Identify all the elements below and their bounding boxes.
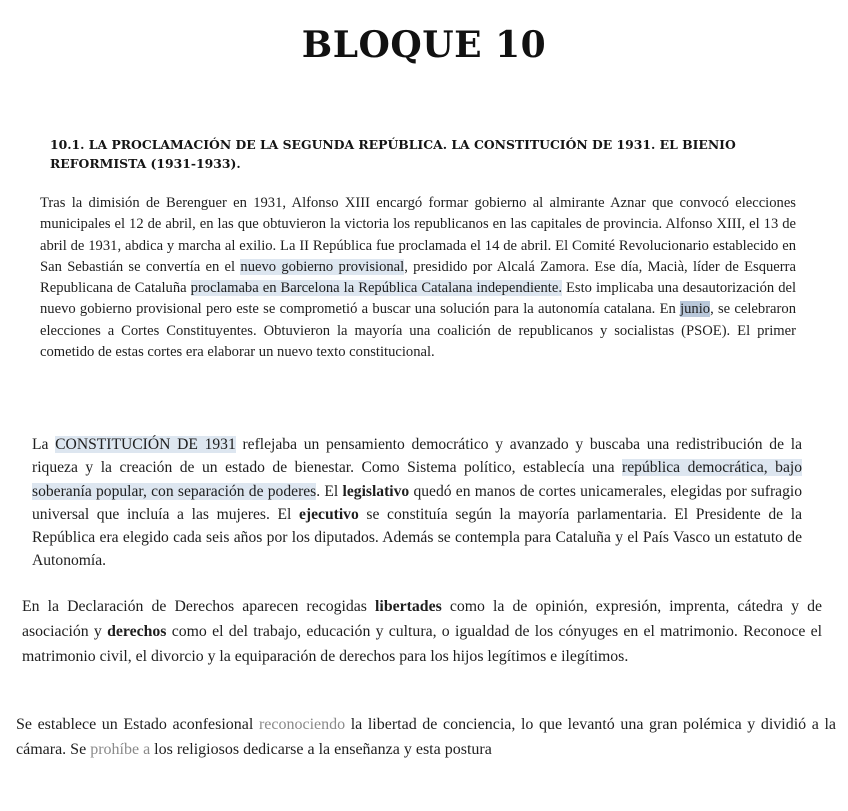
bold-term: libertades xyxy=(375,598,442,615)
section-heading: 10.1. LA PROCLAMACIÓN DE LA SEGUNDA REPÚBLICA. LA CONSTITUCIÓN DE 1931. EL BIENIO REFORMISTA (1931-1933). xyxy=(50,137,736,171)
text-run: se constituía según la mayoría parlamentaria. El Presidente de la República era elegido cada seis años por los diputados. Además se contempla para Cataluña y el País Vasco un estatuto de Autonomía. xyxy=(32,505,802,570)
text-run: La xyxy=(32,436,56,453)
text-run: , presidido por Alcalá Zamora. Ese día, Macià, líder de Esquerra Republicana de Cataluña xyxy=(40,258,796,297)
bold-term: ejecutivo xyxy=(299,505,359,523)
bold-term: legislativo xyxy=(342,482,410,500)
highlighted-text: república democrática, bajo soberanía popular, con separación de poderes xyxy=(32,459,803,500)
text-run: como el del trabajo, educación y cultura, o igualdad de los cónyuges en el matrimonio. Reconoce el matrimonio civil, el divorcio y la equiparación de derechos para los hijos legítimos e ilegítimos. xyxy=(22,623,823,665)
paragraph-proclamation xyxy=(40,193,796,363)
faded-text: reconociendo xyxy=(258,716,346,733)
faded-text: prohíbe a xyxy=(90,741,151,758)
text-run: . El xyxy=(316,482,343,500)
highlighted-text: proclamaba en Barcelona la República Catalana independiente. xyxy=(190,280,562,297)
paragraph-rights xyxy=(22,594,822,669)
text-run: Esto implicaba una desautorización del nuevo gobierno provisional pero este se comprometió a buscar una solución para la autonomía catalana. En xyxy=(40,280,797,318)
text-run: En la Declaración de Derechos aparecen recogidas xyxy=(22,598,376,615)
highlighted-text: CONSTITUCIÓN DE 1931 xyxy=(55,436,236,453)
text-run: , se celebraron elecciones a Cortes Constituyentes. Obtuvieron la mayoría una coalición de republicanos y socialistas (PSOE). El primer cometido de estas cortes era elaborar un nuevo texto constitucional. xyxy=(40,301,796,361)
text-run: quedó en manos de cortes unicamerales, elegidas por sufragio universal que incluía a las mujeres. El xyxy=(32,482,803,523)
page-title: BLOQUE 10 xyxy=(301,24,547,66)
paragraph-secular-state xyxy=(16,712,836,762)
highlighted-text: nuevo gobierno provisional xyxy=(240,258,405,275)
bold-term: derechos xyxy=(107,623,167,640)
text-run: reflejaba un pensamiento democrático y avanzado y buscaba una redistribución de la riqueza y la creación de un estado de bienestar. Como Sistema político, establecía una xyxy=(32,436,802,477)
text-run: los religiosos dedicarse a la enseñanza y esta postura xyxy=(150,741,492,758)
text-run: como la de opinión, expresión, imprenta, cátedra y de asociación y xyxy=(22,598,822,640)
selected-text: junio xyxy=(680,301,711,318)
paragraph-constitution xyxy=(32,433,802,573)
text-run: la libertad de conciencia, lo que levantó una gran polémica y dividió a la cámara. Se xyxy=(16,716,836,758)
text-run: Tras la dimisión de Berenguer en 1931, Alfonso XIII encargó formar gobierno al almirante Aznar que convocó elecciones municipales el 12 de abril, en las que obtuvieron la victoria los republicanos en las capitales de provincia. Alfonso XIII, el 13 de abril de 1931, abdica y marcha al exilio. La II República fue proclamada el 14 de abril. El Comité Revolucionario establecido en San Sebastián se convertía en el xyxy=(40,195,796,275)
text-run: Se establece un Estado aconfesional xyxy=(16,716,259,733)
